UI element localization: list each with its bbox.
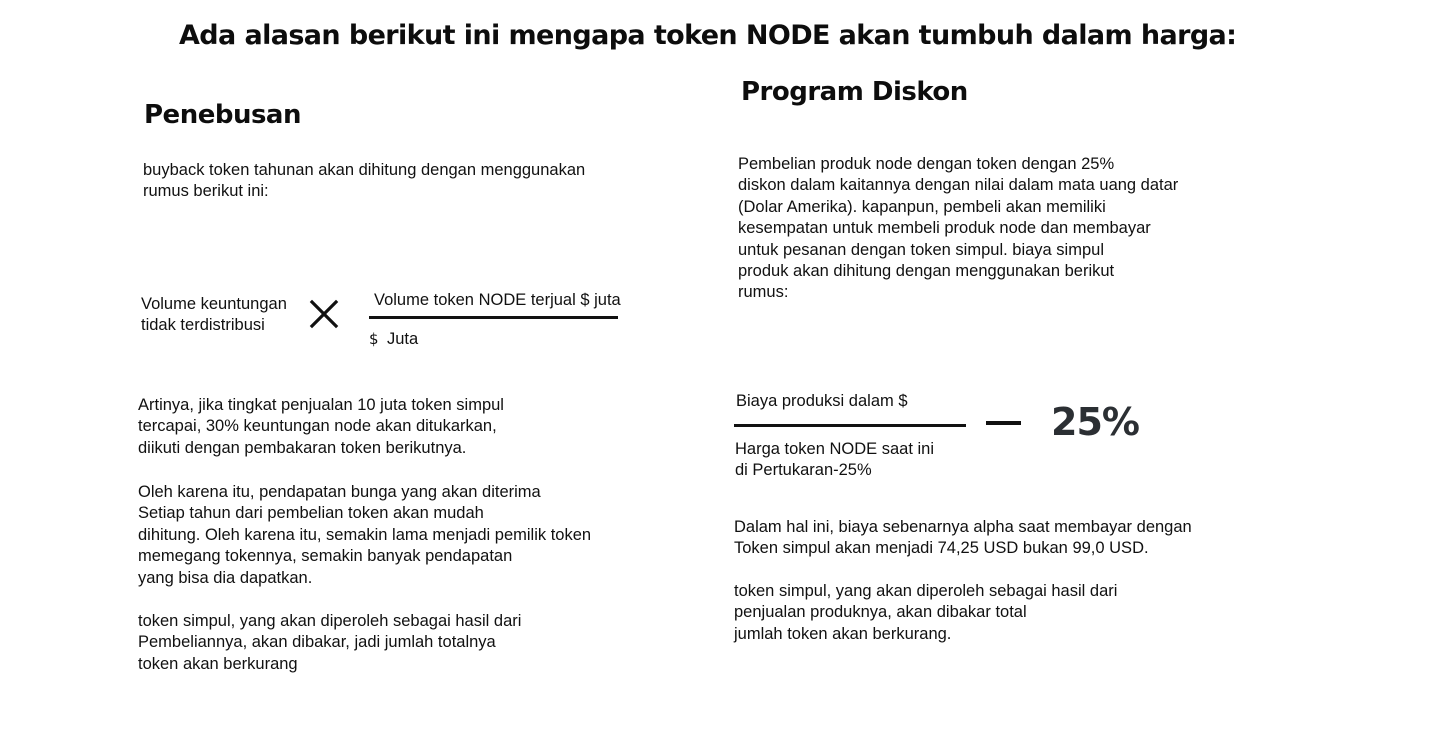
- penebusan-paragraph-2: Oleh karena itu, pendapatan bunga yang akan diterima Setiap tahun dari pembelian token akan mudah dihitung. Oleh karena itu, semakin lama menjadi pemilik token memegang tokennya, semakin banyak pendapatan yang bisa dia dapatkan.: [138, 483, 592, 587]
- section-title-penebusan: Penebusan: [144, 100, 301, 130]
- multiply-icon: [309, 299, 339, 329]
- penebusan-intro: buyback token tahunan akan dihitung dengan menggunakan rumus berikut ini:: [143, 161, 586, 201]
- diskon-intro: Pembelian produk node dengan token dengan 25% diskon dalam kaitannya dengan nilai dalam mata uang datar (Dolar Amerika). kapanpun, pembeli akan memiliki kesempatan untuk membeli produk node dan membayar untuk pesanan dengan token simpul. biaya simpul produk akan dihitung dengan menggunakan berikut rumus:: [738, 155, 1179, 302]
- section-title-program-diskon: Program Diskon: [741, 77, 968, 107]
- formula-left-term: Volume keuntungan tidak terdistribusi: [141, 295, 287, 335]
- formula-denominator-symbol: $: [369, 330, 379, 348]
- diskon-formula-denominator: Harga token NODE saat ini di Pertukaran-25%: [735, 440, 935, 480]
- formula-numerator: Volume token NODE terjual $ juta: [374, 291, 621, 309]
- minus-sign: [986, 421, 1021, 425]
- diskon-fraction-bar: [734, 424, 966, 427]
- penebusan-paragraph-3: token simpul, yang akan diperoleh sebagai hasil dari Pembeliannya, akan dibakar, jadi jumlah totalnya token akan berkurang: [138, 612, 522, 673]
- page-title: Ada alasan berikut ini mengapa token NODE akan tumbuh dalam harga:: [179, 20, 1237, 51]
- diskon-paragraph-1: Dalam hal ini, biaya sebenarnya alpha saat membayar dengan Token simpul akan menjadi 74,25 USD bukan 99,0 USD.: [734, 518, 1192, 558]
- diskon-paragraph-2: token simpul, yang akan diperoleh sebagai hasil dari penjualan produknya, akan dibakar total jumlah token akan berkurang.: [734, 582, 1118, 643]
- fraction-bar: [369, 316, 618, 319]
- penebusan-paragraph-1: Artinya, jika tingkat penjualan 10 juta token simpul tercapai, 30% keuntungan node akan ditukarkan, diikuti dengan pembakaran token berikutnya.: [138, 396, 504, 457]
- formula-denominator: Juta: [387, 330, 419, 348]
- discount-percent: 25%: [1051, 400, 1139, 444]
- diskon-formula-numerator: Biaya produksi dalam $: [736, 392, 908, 410]
